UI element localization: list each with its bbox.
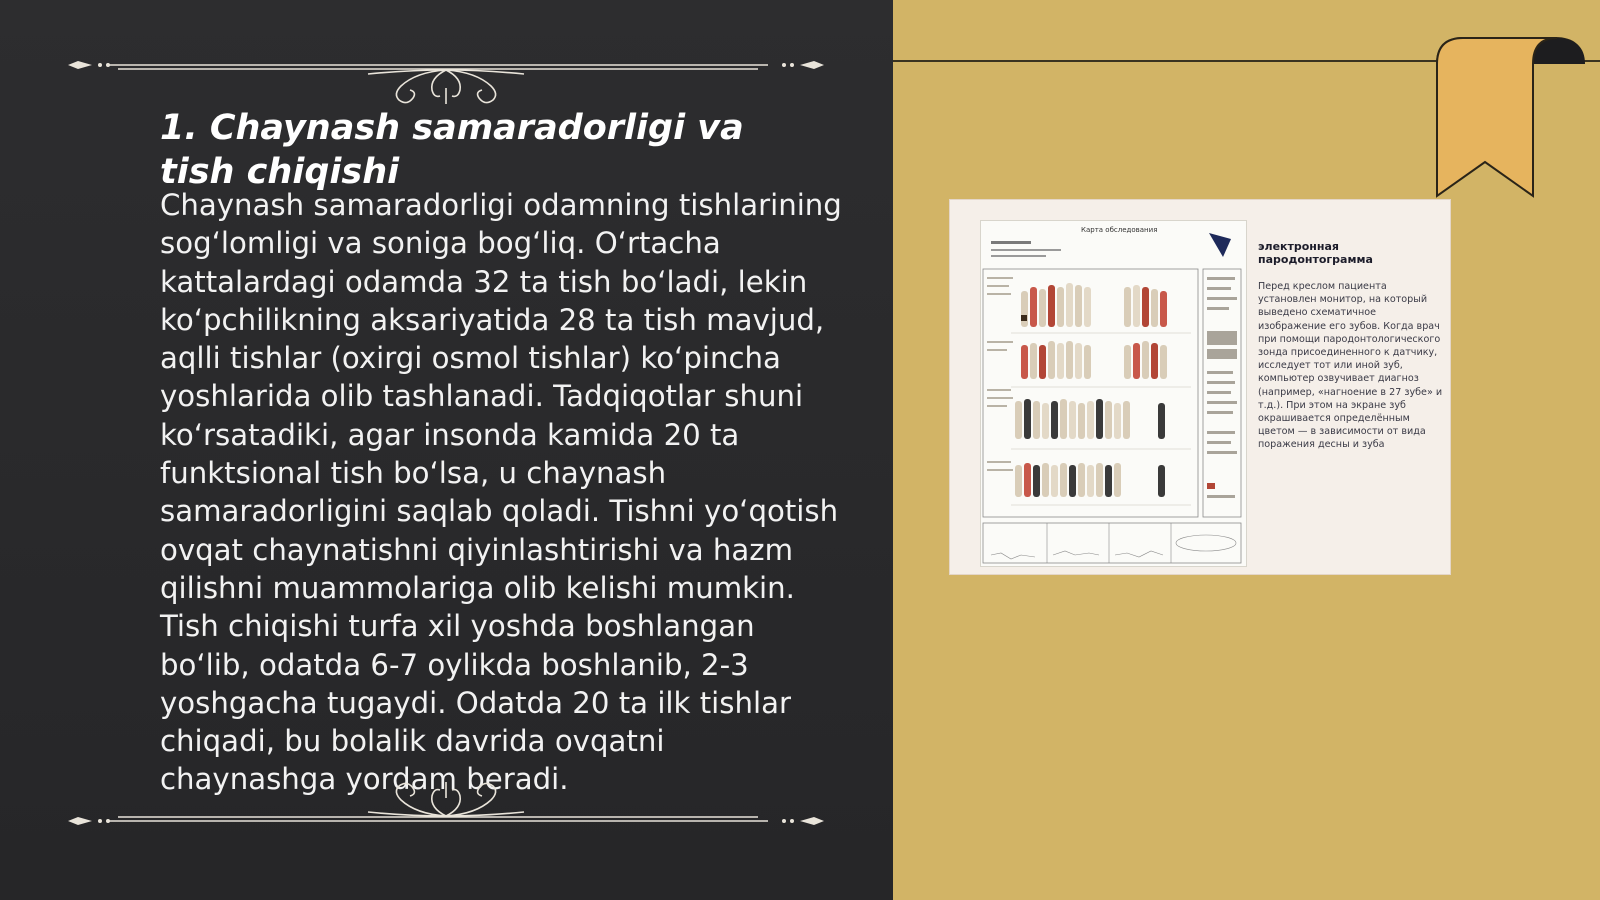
brand-logo-icon — [1209, 233, 1231, 257]
upper-teeth-row-2 — [1021, 341, 1167, 379]
bookmark-ribbon — [1435, 36, 1585, 200]
bottom-ornament-divider — [68, 778, 824, 828]
upper-teeth-row-1 — [1021, 283, 1167, 327]
slide-title: 1. Chaynash samaradorligi va tish chiqishi — [160, 108, 744, 192]
dental-chart-graphic — [981, 221, 1246, 566]
periodontogram-picture — [950, 200, 1450, 574]
lower-teeth-row-2 — [1015, 463, 1165, 497]
slide-body-text: Chaynash samaradorligi odamning tishlarining sog‘lomligi va soniga bog‘liq. O‘rtacha kattalardagi odamda 32 ta tish bo‘ladi, lekin ko‘pchilikning aksariyatida 28 ta tish mavjud, aqlli tishlar (oxirgi osmol tishlar) ko‘pincha yoshlarida olib tashlanadi. Tadqiqotlar shuni ko‘rsatadiki, agar insonda kamida 20 ta funktsional tish bo‘lsa, u chaynash samaradorligini saqlab qoladi. Tishni yo‘qotish ovqat chaynatishni qiyinlashtirishi va hazm qilishni muammolariga olib kelishi mumkin. Tish chiqishi turfa xil yoshda boshlangan bo‘lib, odatda 6-7 oylikda boshlanib, 2-3 yoshgacha tugaydi. Odatda 20 ta ilk tishlar chiqadi, bu bolalik davrida ovqatni chaynashga yordam beradi. — [160, 188, 842, 797]
dental-chart-card — [980, 220, 1247, 567]
dental-chart-title: Карта обследования — [1081, 226, 1158, 234]
top-ornament-divider — [68, 58, 824, 108]
photo-heading: электронная пародонтограмма — [1258, 240, 1373, 266]
lower-teeth-row-1 — [1015, 399, 1165, 439]
photo-caption: Перед креслом пациента установлен монитор, на который выведено схематичное изображение его зубов. Когда врач при помощи пародонтологического зонда присоединенного к датчику, исследует тот или иной зуб, компьютер озвучивает диагноз (например, «нагноение в 27 зубе» и т.д.). При этом на экране зуб окрашивается определённым цветом — в зависимости от вида поражения десны и зуба — [1258, 281, 1443, 451]
